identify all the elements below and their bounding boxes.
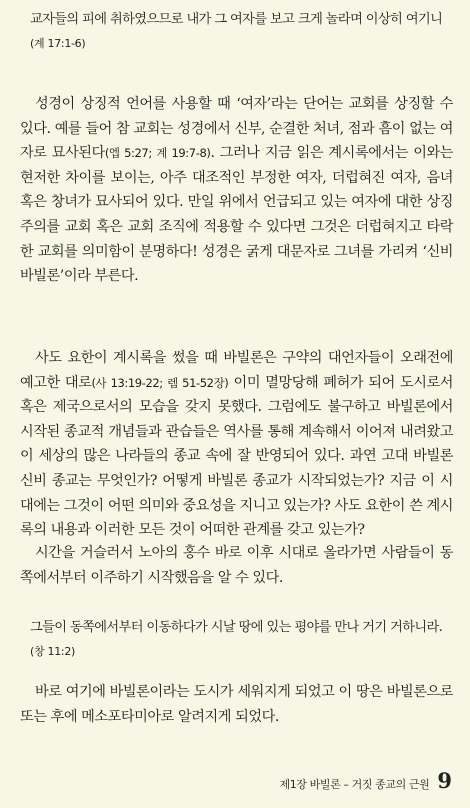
paragraph-text: 이미 멸망당해 폐허가 되어 도시로서 혹은 제국으로서의 모습을 갖지 못했다. 그럼에도 불구하고 바빌론에서 시작된 종교적 개념들과 관습들은 역사를 통해 계속해서 이어져 내려왔고 이 세상의 많은 나라들의 종교 속에 잘 반영되어 있다. 과연 고대 바빌론 신비 종교는 무엇인가? 어떻게 바빌론 종교가 시작되었는가? 지금 이 시대에는 그것이 어떤 의미와 중요성을 지니고 있는가? 사도 요한이 쓴 계시록의 내용과 이러한 모든 것이 어떠한 관계를 갖고 있는가? [20,374,453,539]
paragraph-text: 성경이 상징적 언어를 사용할 때 ‘여자’라는 단어는 교회를 상징할 수 있다. 예를 들어 참 교회는 성경에서 신부, 순결한 처녀, 점과 흠이 없는 여자로 묘사된다 [20,96,453,162]
paragraph-text: . 그러나 지금 읽은 계시록에서는 이와는 현저한 차이를 보이는, 아주 대조적인 부정한 여자, 더럽혀진 여자, 음녀 혹은 창녀가 묘사되어 있다. 만일 위에서 언급되고 있는 여자에 대한 상징주의를 교회 혹은 교회 조직에 적용할 수 있다면 그것은 더럽혀지고 타락한 교회를 의미함이 분명하다! 성경은 굵게 대문자로 그녀를 가리켜 ‘신비 바빌론’이라 부른다. [20,145,454,285]
page-footer [279,768,452,793]
paragraph-woman-symbolism [20,92,453,289]
paragraph-after-flood: 시간을 거슬러서 노아의 홍수 바로 이후 시대로 올라가면 사람들이 동쪽에서부터 이주하기 시작했음을 알 수 있다. [20,545,453,586]
quote-reference: (계 17:1-6) [30,37,86,50]
scripture-quote-revelation [30,8,448,56]
scripture-reference: (사 13:19-22; 렘 51-52장) [91,375,229,390]
quote-text: 교자들의 피에 취하였으므로 내가 그 여자를 보고 크게 놀라며 이상히 여기니 [30,12,443,27]
scripture-quote-genesis [30,616,448,664]
paragraph-babylon-history [20,346,453,543]
quote-reference: (창 11:2) [30,645,76,658]
scripture-reference: (엡 5:27; 계 19:7-8) [104,146,211,161]
paragraph-city-babylon: 바로 여기에 바빌론이라는 도시가 세워지게 되었고 이 땅은 바빌론으로 또는 후에 메소포타미아로 알려지게 되었다. [20,684,453,725]
quote-text: 그들이 동쪽에서부터 이동하다가 시날 땅에 있는 평야를 만나 거기 거하니라. [30,620,443,635]
page-number: 9 [437,768,452,793]
paragraph-text: 사도 요한이 계시록을 썼을 때 바빌론은 구약의 대언자들이 오래전에 예고한 대로 [20,350,453,391]
chapter-title: 제1장 바빌론 – 거짓 종교의 근원 [279,778,430,791]
